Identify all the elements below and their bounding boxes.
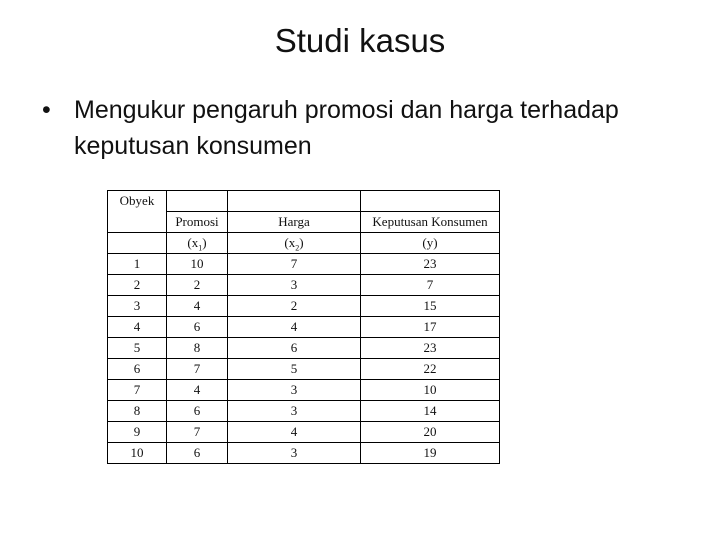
table-cell: 22 [361, 359, 500, 380]
bullet-text: Mengukur pengaruh promosi dan harga terhadap keputusan konsumen [74, 96, 619, 160]
slide-title: Studi kasus [274, 22, 446, 59]
table-cell: 23 [361, 254, 500, 275]
table-cell: 20 [361, 422, 500, 443]
table-row [108, 422, 500, 443]
table-row [108, 338, 500, 359]
table-cell: 4 [228, 317, 361, 338]
table-row [108, 317, 500, 338]
table-header-row-vars [108, 233, 500, 254]
table-cell: 10 [108, 443, 167, 464]
table-row [108, 296, 500, 317]
var-close: ) [299, 235, 304, 250]
table-cell: 7 [167, 359, 228, 380]
table-cell: 3 [108, 296, 167, 317]
table-cell: 2 [167, 275, 228, 296]
table-cell: 5 [228, 359, 361, 380]
var-base: (x [187, 235, 199, 250]
variable-label-x2 [228, 233, 361, 254]
var-subscript: 2 [295, 243, 300, 253]
table-cell: 6 [167, 317, 228, 338]
table-cell: 8 [167, 338, 228, 359]
table-cell: 6 [167, 443, 228, 464]
table-cell: 19 [361, 443, 500, 464]
table-cell: 6 [228, 338, 361, 359]
obyek-header-cell: Obyek [108, 191, 167, 233]
table-cell: 1 [108, 254, 167, 275]
empty-header-cell [361, 191, 500, 212]
table-cell: 4 [167, 380, 228, 401]
table-cell: 23 [361, 338, 500, 359]
table-cell: 6 [167, 401, 228, 422]
table-row [108, 275, 500, 296]
table-row [108, 359, 500, 380]
data-table [107, 190, 500, 464]
column-header-promosi: Promosi [167, 212, 228, 233]
var-subscript: 1 [198, 243, 203, 253]
empty-header-cell [167, 191, 228, 212]
table-cell: 4 [167, 296, 228, 317]
table-cell: 7 [108, 380, 167, 401]
table-cell: 3 [228, 380, 361, 401]
table-cell: 5 [108, 338, 167, 359]
bullet-dot-icon: • [42, 96, 51, 124]
table-header-row-top [108, 191, 500, 212]
table-cell: 10 [167, 254, 228, 275]
table-cell: 8 [108, 401, 167, 422]
var-base: (x [284, 235, 296, 250]
table-cell: 7 [361, 275, 500, 296]
table-cell: 17 [361, 317, 500, 338]
column-header-keputusan: Keputusan Konsumen [361, 212, 500, 233]
table-cell: 7 [167, 422, 228, 443]
table-cell: 14 [361, 401, 500, 422]
table-cell: 4 [228, 422, 361, 443]
table-cell: 4 [108, 317, 167, 338]
table-cell: 7 [228, 254, 361, 275]
empty-header-cell [228, 191, 361, 212]
table-row [108, 254, 500, 275]
table-cell: 3 [228, 443, 361, 464]
table-cell: 3 [228, 275, 361, 296]
column-header-harga: Harga [228, 212, 361, 233]
table-header-row-names [108, 212, 500, 233]
var-base: (y) [422, 235, 438, 250]
table-row [108, 443, 500, 464]
bullet-point [42, 92, 682, 164]
table-cell: 2 [108, 275, 167, 296]
var-close: ) [202, 235, 207, 250]
table-cell: 2 [228, 296, 361, 317]
table-row [108, 380, 500, 401]
table-body [108, 254, 500, 464]
table-row [108, 401, 500, 422]
table-cell: 15 [361, 296, 500, 317]
table-cell: 10 [361, 380, 500, 401]
variable-label-y [361, 233, 500, 254]
table-cell: 6 [108, 359, 167, 380]
table-cell: 3 [228, 401, 361, 422]
empty-var-cell [108, 233, 167, 254]
table-cell: 9 [108, 422, 167, 443]
variable-label-x1 [167, 233, 228, 254]
